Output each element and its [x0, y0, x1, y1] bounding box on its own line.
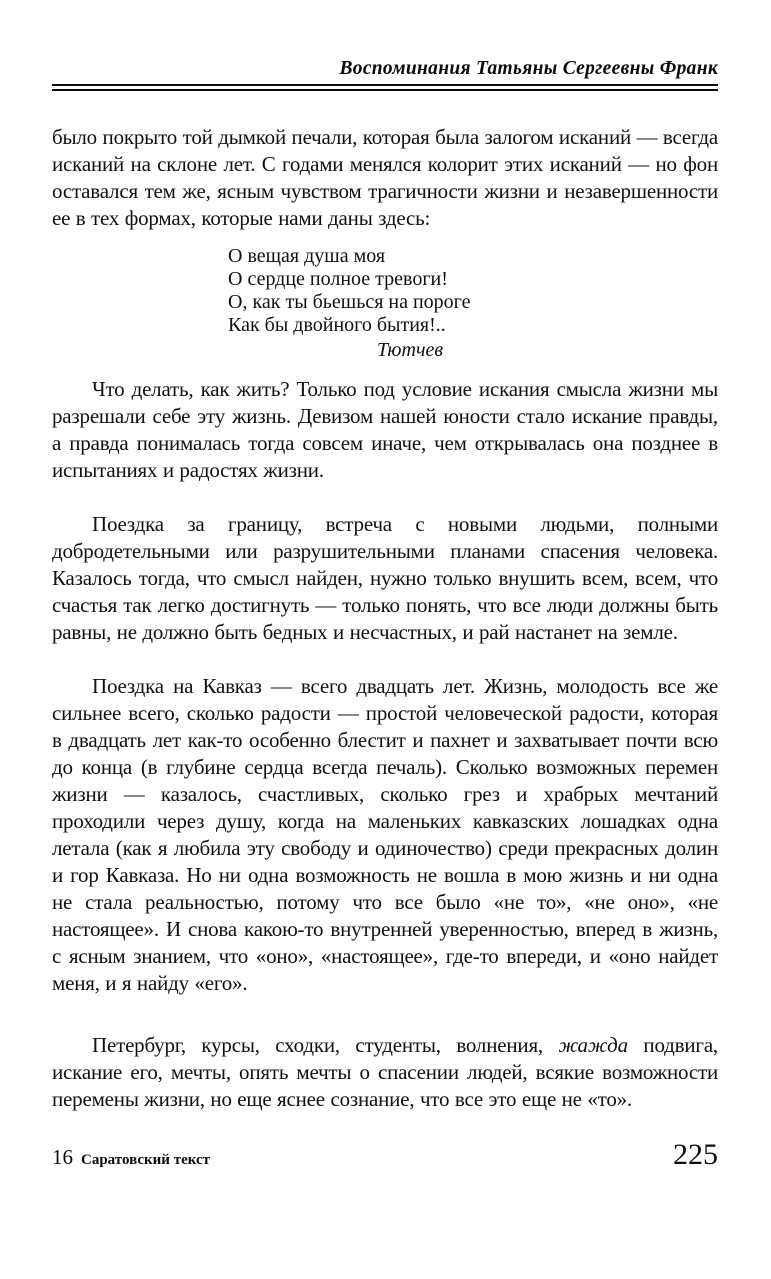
poem-block: [228, 245, 718, 362]
paragraph-5-italic-word: жажда: [558, 1033, 628, 1057]
poem-line-3: О, как ты бьешься на пороге: [228, 291, 471, 313]
page-body: [52, 124, 718, 1113]
book-page: [0, 57, 771, 1279]
paragraph-5-text-end: подвига, искание его, мечты, опять мечты о спасении людей, всякие возможности перемены жизни, но еще яснее сознание, что все это еще не «то».: [52, 1033, 718, 1111]
running-title: Воспоминания Татьяны Сергеевны Франк: [339, 58, 718, 79]
poem-line-2: О сердце полное тревоги!: [228, 268, 448, 290]
signature-number: 16: [52, 1145, 73, 1169]
paragraph-5-text-start: Петербург, курсы, сходки, студенты, волнения,: [92, 1033, 559, 1057]
printer-signature: [52, 1145, 210, 1170]
page-footer: [52, 1139, 718, 1171]
paragraph-4: Поездка на Кавказ — всего двадцать лет. Жизнь, молодость все же сильнее всего, сколько радости — простой человеческой радости, которая в двадцать лет как-то особенно блестит и пахнет и захватывает почти всю до конца (в глубине сердца всегда печаль). Сколько возможных перемен жизни — казалось, счастливых, сколько грез и храбрых мечтаний проходили через душу, когда на маленьких кавказских лошадках одна летала (как я любила эту свободу и одиночество) среди прекрасных долин и гор Кавказа. Но ни одна возможность не вошла в мою жизнь и ни одна не стала реальностью, потому что все было «не то», «не оно», «не настоящее». И снова какою-то внутренней уверенностью, вперед в жизнь, с ясным знанием, что «оно», «настоящее», где-то впереди, и «оно найдет меня, и я найду «его».: [52, 674, 718, 995]
paragraph-3: Поездка за границу, встреча с новыми людьми, полными добродетельными или разрушительными планами спасения человека. Казалось тогда, что смысл найден, нужно только внушить всем, всем, что счастья так легко достигнуть — только понять, что все люди должны быть равны, не должно быть бедных и несчастных, и рай настанет на земле.: [52, 512, 718, 644]
poem-line-4: Как бы двойного бытия!..: [228, 314, 446, 336]
header-double-rule: [52, 84, 718, 91]
paragraph-intro: было покрыто той дымкой печали, которая была залогом исканий — всегда исканий на склоне лет. С годами менялся колорит этих исканий — но фон оставался тем же, ясным чувством трагичности жизни и незавершенности ее в тех формах, которые нами даны здесь:: [52, 125, 718, 230]
page-header: [52, 57, 718, 91]
page-number: 225: [673, 1138, 718, 1171]
poem-line-1: О вещая душа моя: [228, 245, 386, 267]
paragraph-5: [52, 1032, 718, 1113]
signature-label: Саратовский текст: [81, 1152, 211, 1168]
poem-attribution: Тютчев: [377, 339, 444, 361]
paragraph-2: Что делать, как жить? Только под условие искания смысла жизни мы разрешали себе эту жизнь. Девизом нашей юности стало искание правды, а правда понималась тогда совсем иначе, чем открывалась она позднее в испытаниях и радостях жизни.: [52, 377, 718, 482]
